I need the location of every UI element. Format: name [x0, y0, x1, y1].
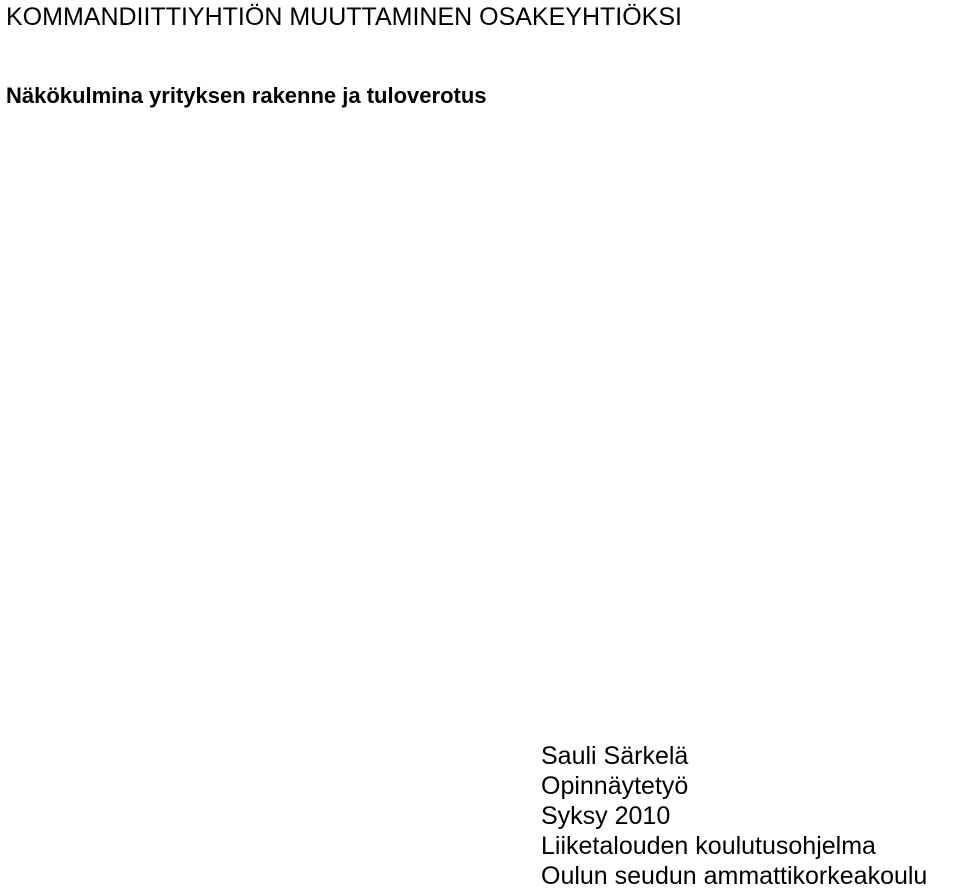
author-name: Sauli Särkelä: [541, 742, 689, 770]
thesis-info-block: [541, 741, 960, 891]
document-type: Opinnäytetyö: [541, 772, 689, 800]
document-subtitle: Näkökulmina yrityksen rakenne ja tuloverotus: [6, 83, 487, 108]
term: Syksy 2010: [541, 802, 671, 830]
degree-programme: Liiketalouden koulutusohjelma: [541, 832, 876, 860]
school-name: Oulun seudun ammattikorkeakoulu: [541, 862, 928, 890]
document-title: KOMMANDIITTIYHTIÖN MUUTTAMINEN OSAKEYHTIÖKSI: [6, 3, 682, 31]
